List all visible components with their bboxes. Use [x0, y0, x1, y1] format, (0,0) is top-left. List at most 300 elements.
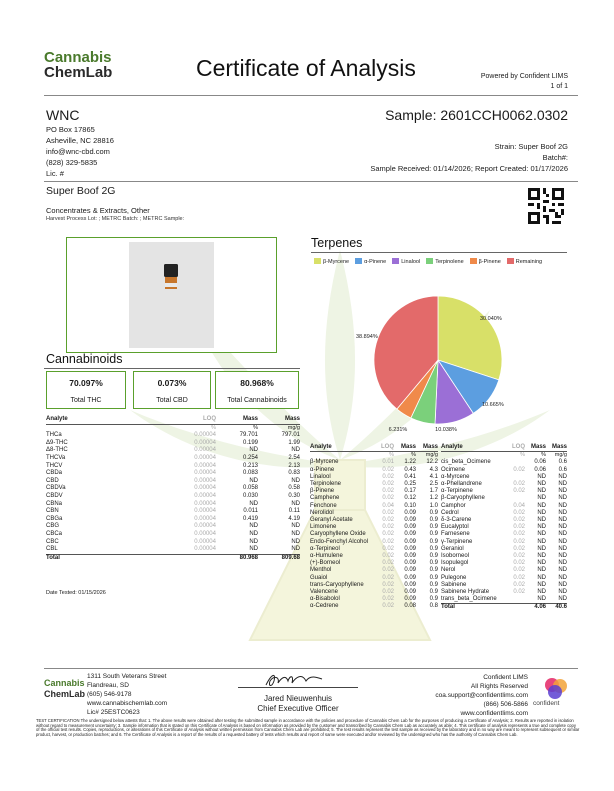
legend-label: Terpinolene	[435, 259, 464, 265]
loq-cell: 0.02	[513, 524, 525, 531]
analyte-cell: α-Terpinene	[441, 488, 473, 495]
analyte-cell: Isoborneol	[441, 553, 470, 560]
total-cannabinoids-value: 80.968%	[240, 378, 274, 388]
loq-cell: 0.00004	[194, 538, 216, 545]
analyte-cell: Farnesene	[441, 531, 470, 538]
mass-mg-cell: ND	[291, 538, 300, 545]
mass-mg-cell: 2.54	[288, 454, 300, 461]
mass-mg-cell: 0.9	[429, 560, 438, 567]
mass-mg-cell: ND	[291, 530, 300, 537]
total-row	[441, 604, 567, 612]
legend-item	[355, 258, 386, 265]
mass-mg-cell: 0.9	[429, 509, 438, 516]
mass-mg-cell: 1.2	[429, 495, 438, 502]
mass-pct-cell: 0.09	[404, 509, 416, 516]
table-row	[310, 467, 438, 474]
mass-pct-cell: ND	[249, 523, 258, 530]
mass-mg-cell: 0.9	[429, 574, 438, 581]
loq-cell: 0.00004	[194, 432, 216, 439]
mass-pct-cell: ND	[537, 560, 546, 567]
legend-item	[392, 258, 420, 265]
legend-swatch	[355, 258, 362, 264]
mass-pct-cell: 0.011	[243, 508, 258, 515]
mass-pct-cell: ND	[249, 477, 258, 484]
table-row	[441, 503, 567, 510]
product-name: Super Boof 2G	[46, 185, 116, 197]
mass-pct-cell: 0.09	[404, 524, 416, 531]
mass-mg-cell: ND	[558, 517, 567, 524]
mass-pct-cell: 0.09	[404, 531, 416, 538]
table-row	[310, 582, 438, 589]
batch: Batch#:	[542, 153, 568, 162]
loq-cell: 0.02	[382, 560, 394, 567]
col-mass-pct: Mass	[394, 444, 416, 452]
mass-mg-cell: 1.0	[429, 502, 438, 509]
mass-pct-cell: ND	[537, 524, 546, 531]
signature-line	[238, 687, 358, 688]
mass-mg-cell: ND	[558, 524, 567, 531]
lims-website[interactable]: www.confidentlims.com	[460, 710, 528, 717]
loq-cell: 0.02	[382, 574, 394, 581]
mass-mg-cell: 40.6	[546, 604, 567, 612]
mass-mg-cell: 0.9	[429, 517, 438, 524]
analyte-cell: CBDV	[46, 492, 63, 499]
mass-pct-cell: 0.09	[404, 589, 416, 596]
loq-cell: 0.02	[382, 596, 394, 603]
lab-street: 1311 South Veterans Street	[87, 673, 167, 680]
table-row	[441, 539, 567, 546]
divider	[44, 368, 300, 369]
analyte-cell: Camphene	[310, 495, 340, 502]
table-row	[46, 455, 300, 463]
loq-cell: 0.00004	[194, 515, 216, 522]
table-row	[441, 596, 567, 604]
mass-mg-cell: 0.83	[288, 470, 300, 477]
analyte-cell: Fenchone	[310, 502, 337, 509]
table-row	[441, 459, 567, 466]
analyte-cell: CBNa	[46, 500, 63, 507]
loq-cell	[152, 554, 216, 562]
table-row	[310, 596, 438, 603]
analyte-cell: Ocimene	[441, 466, 466, 473]
mass-pct-cell: 80.968	[216, 554, 258, 562]
mass-mg-cell: ND	[558, 560, 567, 567]
col-analyte: Analyte	[441, 444, 509, 452]
legend-swatch	[426, 258, 433, 264]
strain: Strain: Super Boof 2G	[494, 142, 568, 151]
mass-mg-cell: 809.68	[258, 554, 300, 562]
loq-cell: 0.00004	[194, 508, 216, 515]
analyte-cell: Terpinolene	[310, 481, 342, 488]
mass-pct-cell: ND	[249, 447, 258, 454]
vial-icon	[129, 242, 214, 348]
table-row	[46, 546, 300, 554]
terpene-pie-chart	[300, 290, 570, 435]
powered-by: Powered by Confident LIMS	[480, 73, 568, 80]
mass-pct-cell: 0.09	[404, 538, 416, 545]
loq-cell: 0.02	[382, 517, 394, 524]
table-row	[441, 495, 567, 502]
unit-mg: mg/g	[554, 452, 567, 459]
table-row	[441, 524, 567, 531]
loq-cell: 0.04	[382, 502, 394, 509]
table-row	[441, 531, 567, 538]
analyte-cell: Sabinene	[441, 581, 467, 588]
col-mass-mg: Mass	[258, 416, 300, 424]
analyte-cell: Δ8-THC	[46, 447, 68, 454]
mass-mg-cell: ND	[558, 567, 567, 574]
mass-mg-cell: 0.30	[288, 492, 300, 499]
mass-mg-cell: ND	[558, 495, 567, 502]
mass-pct-cell: 0.10	[404, 502, 416, 509]
total-thc-box	[46, 371, 126, 409]
client-phone: (828) 329-5835	[46, 158, 98, 167]
analyte-cell: γ-Terpinene	[441, 538, 473, 545]
analyte-cell: α-Cedrene	[310, 603, 339, 610]
table-row	[441, 575, 567, 582]
loq-cell: 0.02	[382, 473, 394, 480]
analyte-cell: Isopulegol	[441, 560, 469, 567]
lab-website[interactable]: www.cannabischemlab.com	[87, 700, 168, 707]
analyte-cell: α-Phellandrene	[441, 481, 482, 488]
mass-mg-cell: ND	[291, 546, 300, 553]
mass-mg-cell: 2.5	[429, 481, 438, 488]
loq-cell: 0.02	[513, 589, 525, 596]
table-row	[310, 539, 438, 546]
loq-cell: 0.02	[382, 545, 394, 552]
mass-mg-cell: ND	[291, 477, 300, 484]
mass-pct-cell: 79.701	[239, 432, 258, 439]
loq-cell: 0.02	[513, 560, 525, 567]
analyte-cell: THCa	[46, 432, 62, 439]
analyte-cell: Linalool	[310, 473, 331, 480]
table-row	[310, 553, 438, 560]
mass-pct-cell: 0.199	[242, 439, 258, 446]
loq-cell: 0.00004	[194, 500, 216, 507]
mass-pct-cell: 0.09	[404, 560, 416, 567]
loq-cell	[509, 495, 525, 502]
table-row	[310, 575, 438, 582]
mass-mg-cell: 12.2	[426, 459, 438, 466]
mass-pct-cell: 0.09	[404, 596, 416, 603]
pie-label: 10.038%	[435, 427, 457, 433]
table-row	[46, 470, 300, 478]
mass-pct-cell: ND	[537, 574, 546, 581]
analyte-cell: (+)-Borneol	[310, 560, 341, 567]
unit-loq: %	[520, 452, 525, 459]
client-address2: Asheville, NC 28816	[46, 136, 114, 145]
loq-cell: 0.02	[382, 495, 394, 502]
table-row	[46, 478, 300, 486]
mass-mg-cell: 0.8	[429, 603, 438, 610]
terpenes-title: Terpenes	[311, 236, 363, 250]
mass-pct-cell: ND	[537, 473, 546, 480]
unit-pct: %	[253, 424, 258, 431]
loq-cell: 0.02	[513, 567, 525, 574]
table-row	[441, 567, 567, 574]
loq-cell: 0.00004	[194, 485, 216, 492]
unit-mg: mg/g	[287, 424, 300, 431]
unit-loq: %	[389, 452, 394, 459]
analyte-cell: Δ9-THC	[46, 439, 68, 446]
analyte-cell: Menthol	[310, 567, 332, 574]
loq-cell: 0.02	[382, 581, 394, 588]
mass-pct-cell: ND	[537, 567, 546, 574]
mass-pct-cell: ND	[249, 538, 258, 545]
legend-label: β-Myrcene	[323, 259, 350, 265]
loq-cell	[509, 474, 525, 481]
mass-pct-cell: ND	[537, 481, 546, 488]
mass-mg-cell: 0.9	[429, 538, 438, 545]
client-address1: PO Box 17865	[46, 125, 95, 134]
table-row	[310, 481, 438, 488]
analyte-cell: THCV	[46, 462, 63, 469]
mass-pct-cell: 0.41	[404, 473, 416, 480]
sample-id: Sample: 2601CCH0062.0302	[385, 107, 568, 123]
analyte-cell: Limonene	[310, 524, 337, 531]
mass-pct-cell: 0.419	[242, 515, 258, 522]
analyte-cell: Pulegone	[441, 574, 467, 581]
total-cbd-label: Total CBD	[156, 397, 188, 404]
client-name: WNC	[46, 107, 80, 123]
table-row	[441, 582, 567, 589]
divider	[44, 181, 578, 182]
legend-swatch	[470, 258, 477, 264]
table-row	[46, 463, 300, 471]
mass-pct-cell: ND	[537, 538, 546, 545]
mass-mg-cell: 0.9	[429, 581, 438, 588]
loq-cell: 0.00004	[194, 546, 216, 553]
harvest-info: Harvest Process Lot: ; METRC Batch: ; METRC Sample:	[46, 216, 185, 222]
loq-cell: 0.02	[382, 553, 394, 560]
loq-cell: 0.00004	[194, 523, 216, 530]
loq-cell: 0.00004	[194, 462, 216, 469]
table-row	[441, 517, 567, 524]
table-row	[310, 546, 438, 553]
terpene-legend	[314, 258, 564, 269]
mass-mg-cell: ND	[558, 553, 567, 560]
legend-label: Remaining	[515, 259, 543, 265]
table-row	[310, 495, 438, 502]
col-analyte: Analyte	[46, 416, 152, 424]
mass-pct-cell: ND	[537, 495, 546, 502]
col-loq: LOQ	[509, 444, 525, 452]
pie-label: 10.665%	[482, 402, 504, 408]
analyte-cell: Valencene	[310, 589, 338, 596]
mass-pct-cell: ND	[537, 502, 546, 509]
col-mass-pct: Mass	[216, 416, 258, 424]
mass-mg-cell: ND	[558, 596, 567, 603]
pie-label: 6.231%	[388, 427, 408, 433]
loq-cell: 0.00004	[194, 492, 216, 499]
loq-cell: 0.02	[513, 574, 525, 581]
pie-label: 38.894%	[356, 334, 378, 340]
table-row	[46, 440, 300, 448]
pie-label: 30.040%	[480, 316, 502, 322]
loq-cell: 0.02	[382, 538, 394, 545]
analyte-cell: CBN	[46, 508, 59, 515]
cannabinoids-title: Cannabinoids	[46, 352, 123, 366]
mass-pct-cell: 0.254	[242, 454, 258, 461]
table-row	[441, 474, 567, 481]
mass-pct-cell: ND	[537, 553, 546, 560]
mass-mg-cell: 0.58	[288, 485, 300, 492]
mass-mg-cell: 0.9	[429, 567, 438, 574]
total-cbd-box	[133, 371, 211, 409]
mass-mg-cell: ND	[558, 531, 567, 538]
table-row	[441, 488, 567, 495]
mass-pct-cell: ND	[537, 596, 546, 603]
date-tested: Date Tested: 01/15/2026	[46, 590, 106, 596]
mass-pct-cell: ND	[249, 500, 258, 507]
lims-email[interactable]: coa.support@confidentlims.com	[435, 692, 528, 699]
analyte-cell: Eucalyptol	[441, 524, 469, 531]
loq-cell: 0.02	[513, 466, 525, 473]
analyte-cell: Endo-Fenchyl Alcohol	[310, 538, 369, 545]
loq-cell: 0.02	[382, 509, 394, 516]
mass-pct-cell: 0.09	[404, 574, 416, 581]
loq-cell: 0.00004	[194, 477, 216, 484]
analyte-cell: β-Pinene	[310, 488, 335, 495]
lab-phone: (605) 546-9178	[87, 691, 132, 698]
table-row	[310, 524, 438, 531]
table-row	[441, 560, 567, 567]
table-row	[46, 485, 300, 493]
analyte-cell: Cedrol	[441, 509, 459, 516]
loq-cell	[509, 459, 525, 466]
test-certification: TEST CERTIFICATION The undersigned below attests that: 1. The above results were obtained after testing the submitted sample in accordance with the policies and procedure of Cannabis Chem Lab for the purposes of producing a Certificate of Analysis; 2. Results are reported in isolation without regard to measurement uncertainty; 3. Sample information that is stated on this Certificate of Analysis is based on information as provided by the customer and transcribed by Cannabis Chem Lab as accurately as able; 4. This certificate of analysis represents a true and complete copy of the official test results. Copies, reproductions, or alterations of this Certificate of Analysis without written permission from Cannabis Chem Lab are prohibited; 5. The test results represent the test sample as received by the laboratory and in no way are meant to represent subsequent or similar product, harvest, or production batches; and 6. The Certificate of Analysis is a report of the results of a requested battery of tests which results and report of same were executed and/or reviewed by the undersigned who has the authority of Cannabis Chem Lab.	[36, 718, 580, 738]
client-email: info@wnc-cbd.com	[46, 147, 110, 156]
legend-swatch	[314, 258, 321, 264]
product-photo	[66, 237, 277, 353]
mass-pct-cell: ND	[537, 488, 546, 495]
page-number: 1 of 1	[550, 83, 568, 90]
table-row	[46, 539, 300, 547]
mass-mg-cell: 0.9	[429, 545, 438, 552]
mass-mg-cell: 1.99	[288, 439, 300, 446]
mass-pct-cell: 0.25	[404, 481, 416, 488]
lims-phone: (866) 506-5866	[483, 701, 528, 708]
mass-pct-cell: 0.09	[404, 545, 416, 552]
analyte-cell: THCVa	[46, 454, 66, 461]
client-license: Lic. #	[46, 169, 64, 178]
mass-mg-cell: ND	[558, 488, 567, 495]
loq-cell: 0.02	[382, 531, 394, 538]
loq-cell: 0.02	[382, 481, 394, 488]
divider	[311, 252, 567, 253]
unit-mg: mg/g	[425, 452, 438, 459]
mass-mg-cell: 0.6	[558, 466, 567, 473]
qr-code-icon[interactable]	[528, 188, 564, 224]
analyte-cell: δ-3-Carene	[441, 517, 472, 524]
analyte-cell: α-Bisabolol	[310, 596, 340, 603]
total-cbd-value: 0.073%	[157, 378, 187, 388]
analyte-cell: Nerol	[441, 567, 456, 574]
analyte-cell: trans_beta_Ocimene	[441, 596, 497, 603]
mass-mg-cell: ND	[291, 523, 300, 530]
mass-mg-cell: 0.9	[429, 589, 438, 596]
mass-pct-cell: ND	[249, 546, 258, 553]
analyte-cell: Camphor	[441, 502, 466, 509]
legend-label: α-Pinene	[364, 259, 387, 265]
mass-mg-cell: ND	[558, 481, 567, 488]
analyte-cell: α-Humulene	[310, 553, 343, 560]
mass-mg-cell: 4.19	[288, 515, 300, 522]
unit-pct: %	[541, 452, 546, 459]
loq-cell	[509, 604, 525, 612]
loq-cell: 0.02	[382, 466, 394, 473]
analyte-cell: Caryophyllene Oxide	[310, 531, 366, 538]
lims-name: Confident LIMS	[483, 674, 528, 681]
loq-cell: 0.02	[382, 567, 394, 574]
mass-mg-cell: ND	[558, 509, 567, 516]
lab-city: Flandreau, SD	[87, 682, 129, 689]
mass-mg-cell: 1.7	[429, 488, 438, 495]
table-row	[310, 503, 438, 510]
unit-loq: %	[211, 424, 216, 431]
legend-label: β-Pinene	[478, 259, 501, 265]
mass-pct-cell: 0.058	[242, 485, 258, 492]
analyte-cell: Guaiol	[310, 574, 328, 581]
table-row	[310, 560, 438, 567]
loq-cell: 0.02	[382, 589, 394, 596]
mass-pct-cell: 0.43	[404, 466, 416, 473]
terpene-table-right	[441, 444, 567, 612]
lims-rights: All Rights Reserved	[470, 683, 528, 690]
analyte-cell: trans-Caryophyllene	[310, 581, 364, 588]
total-cannabinoids-label: Total Cannabinoids	[227, 397, 287, 404]
loq-cell: 0.02	[382, 524, 394, 531]
signer-title: Chief Executive Officer	[257, 704, 339, 713]
loq-cell: 0.01	[382, 459, 394, 466]
mass-mg-cell: 4.3	[429, 466, 438, 473]
table-row	[310, 603, 438, 610]
analyte-cell: α-Myrcene	[441, 473, 470, 480]
analyte-cell: Geraniol	[441, 545, 464, 552]
lab-license: Lic# 25ESTC0623	[87, 709, 140, 716]
photo-background	[129, 242, 214, 348]
loq-cell: 0.00004	[194, 470, 216, 477]
table-row	[46, 531, 300, 539]
loq-cell: 0.02	[513, 538, 525, 545]
analyte-cell: CBL	[46, 546, 58, 553]
total-row	[46, 554, 300, 562]
mass-mg-cell: 0.9	[429, 524, 438, 531]
table-row	[46, 432, 300, 440]
mass-mg-cell: ND	[558, 502, 567, 509]
loq-cell: 0.02	[382, 603, 394, 610]
mass-pct-cell: ND	[537, 581, 546, 588]
col-loq: LOQ	[152, 416, 216, 424]
mass-mg-cell: ND	[558, 589, 567, 596]
table-row	[46, 501, 300, 509]
mass-mg-cell: ND	[291, 500, 300, 507]
total-thc-value: 70.097%	[69, 378, 103, 388]
col-loq: LOQ	[376, 444, 394, 452]
loq-cell: 0.02	[513, 488, 525, 495]
loq-cell: 0.00004	[194, 530, 216, 537]
mass-mg-cell: ND	[558, 538, 567, 545]
analyte-cell: β-Caryophyllene	[441, 495, 485, 502]
product-category: Concentrates & Extracts, Other	[46, 206, 150, 215]
mass-pct-cell: 0.09	[404, 553, 416, 560]
mass-mg-cell: 2.13	[288, 462, 300, 469]
mass-pct-cell: ND	[249, 530, 258, 537]
loq-cell: 0.02	[513, 481, 525, 488]
loq-cell: 0.02	[513, 553, 525, 560]
table-row	[441, 481, 567, 488]
mass-pct-cell: ND	[537, 545, 546, 552]
